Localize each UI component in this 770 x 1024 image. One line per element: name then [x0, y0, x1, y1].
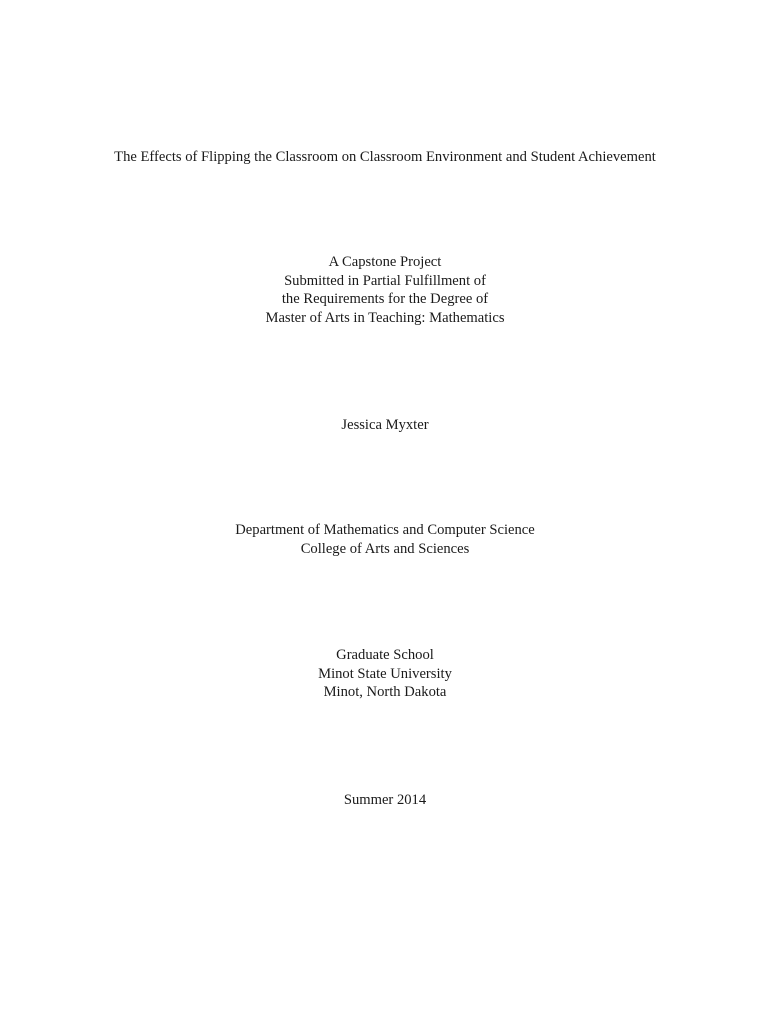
department-info [0, 521, 770, 558]
department-line-2: College of Arts and Sciences [300, 540, 470, 557]
school-line-2: Minot State University [318, 665, 452, 682]
author-name: Jessica Myxter [341, 417, 429, 433]
school-line-3: Minot, North Dakota [323, 684, 447, 701]
capstone-line-3: the Requirements for the Degree of [281, 291, 489, 308]
department-line-1: Department of Mathematics and Computer Science [235, 522, 535, 538]
capstone-line-1: A Capstone Project [328, 254, 442, 270]
document-title: The Effects of Flipping the Classroom on Classroom Environment and Student Achievement [114, 149, 656, 165]
school-info [0, 646, 770, 702]
capstone-line-4: Master of Arts in Teaching: Mathematics [265, 309, 505, 326]
submission-date: Summer 2014 [343, 792, 427, 808]
capstone-statement [0, 253, 770, 327]
school-line-1: Graduate School [336, 647, 434, 663]
capstone-line-2: Submitted in Partial Fulfillment of [284, 272, 486, 289]
